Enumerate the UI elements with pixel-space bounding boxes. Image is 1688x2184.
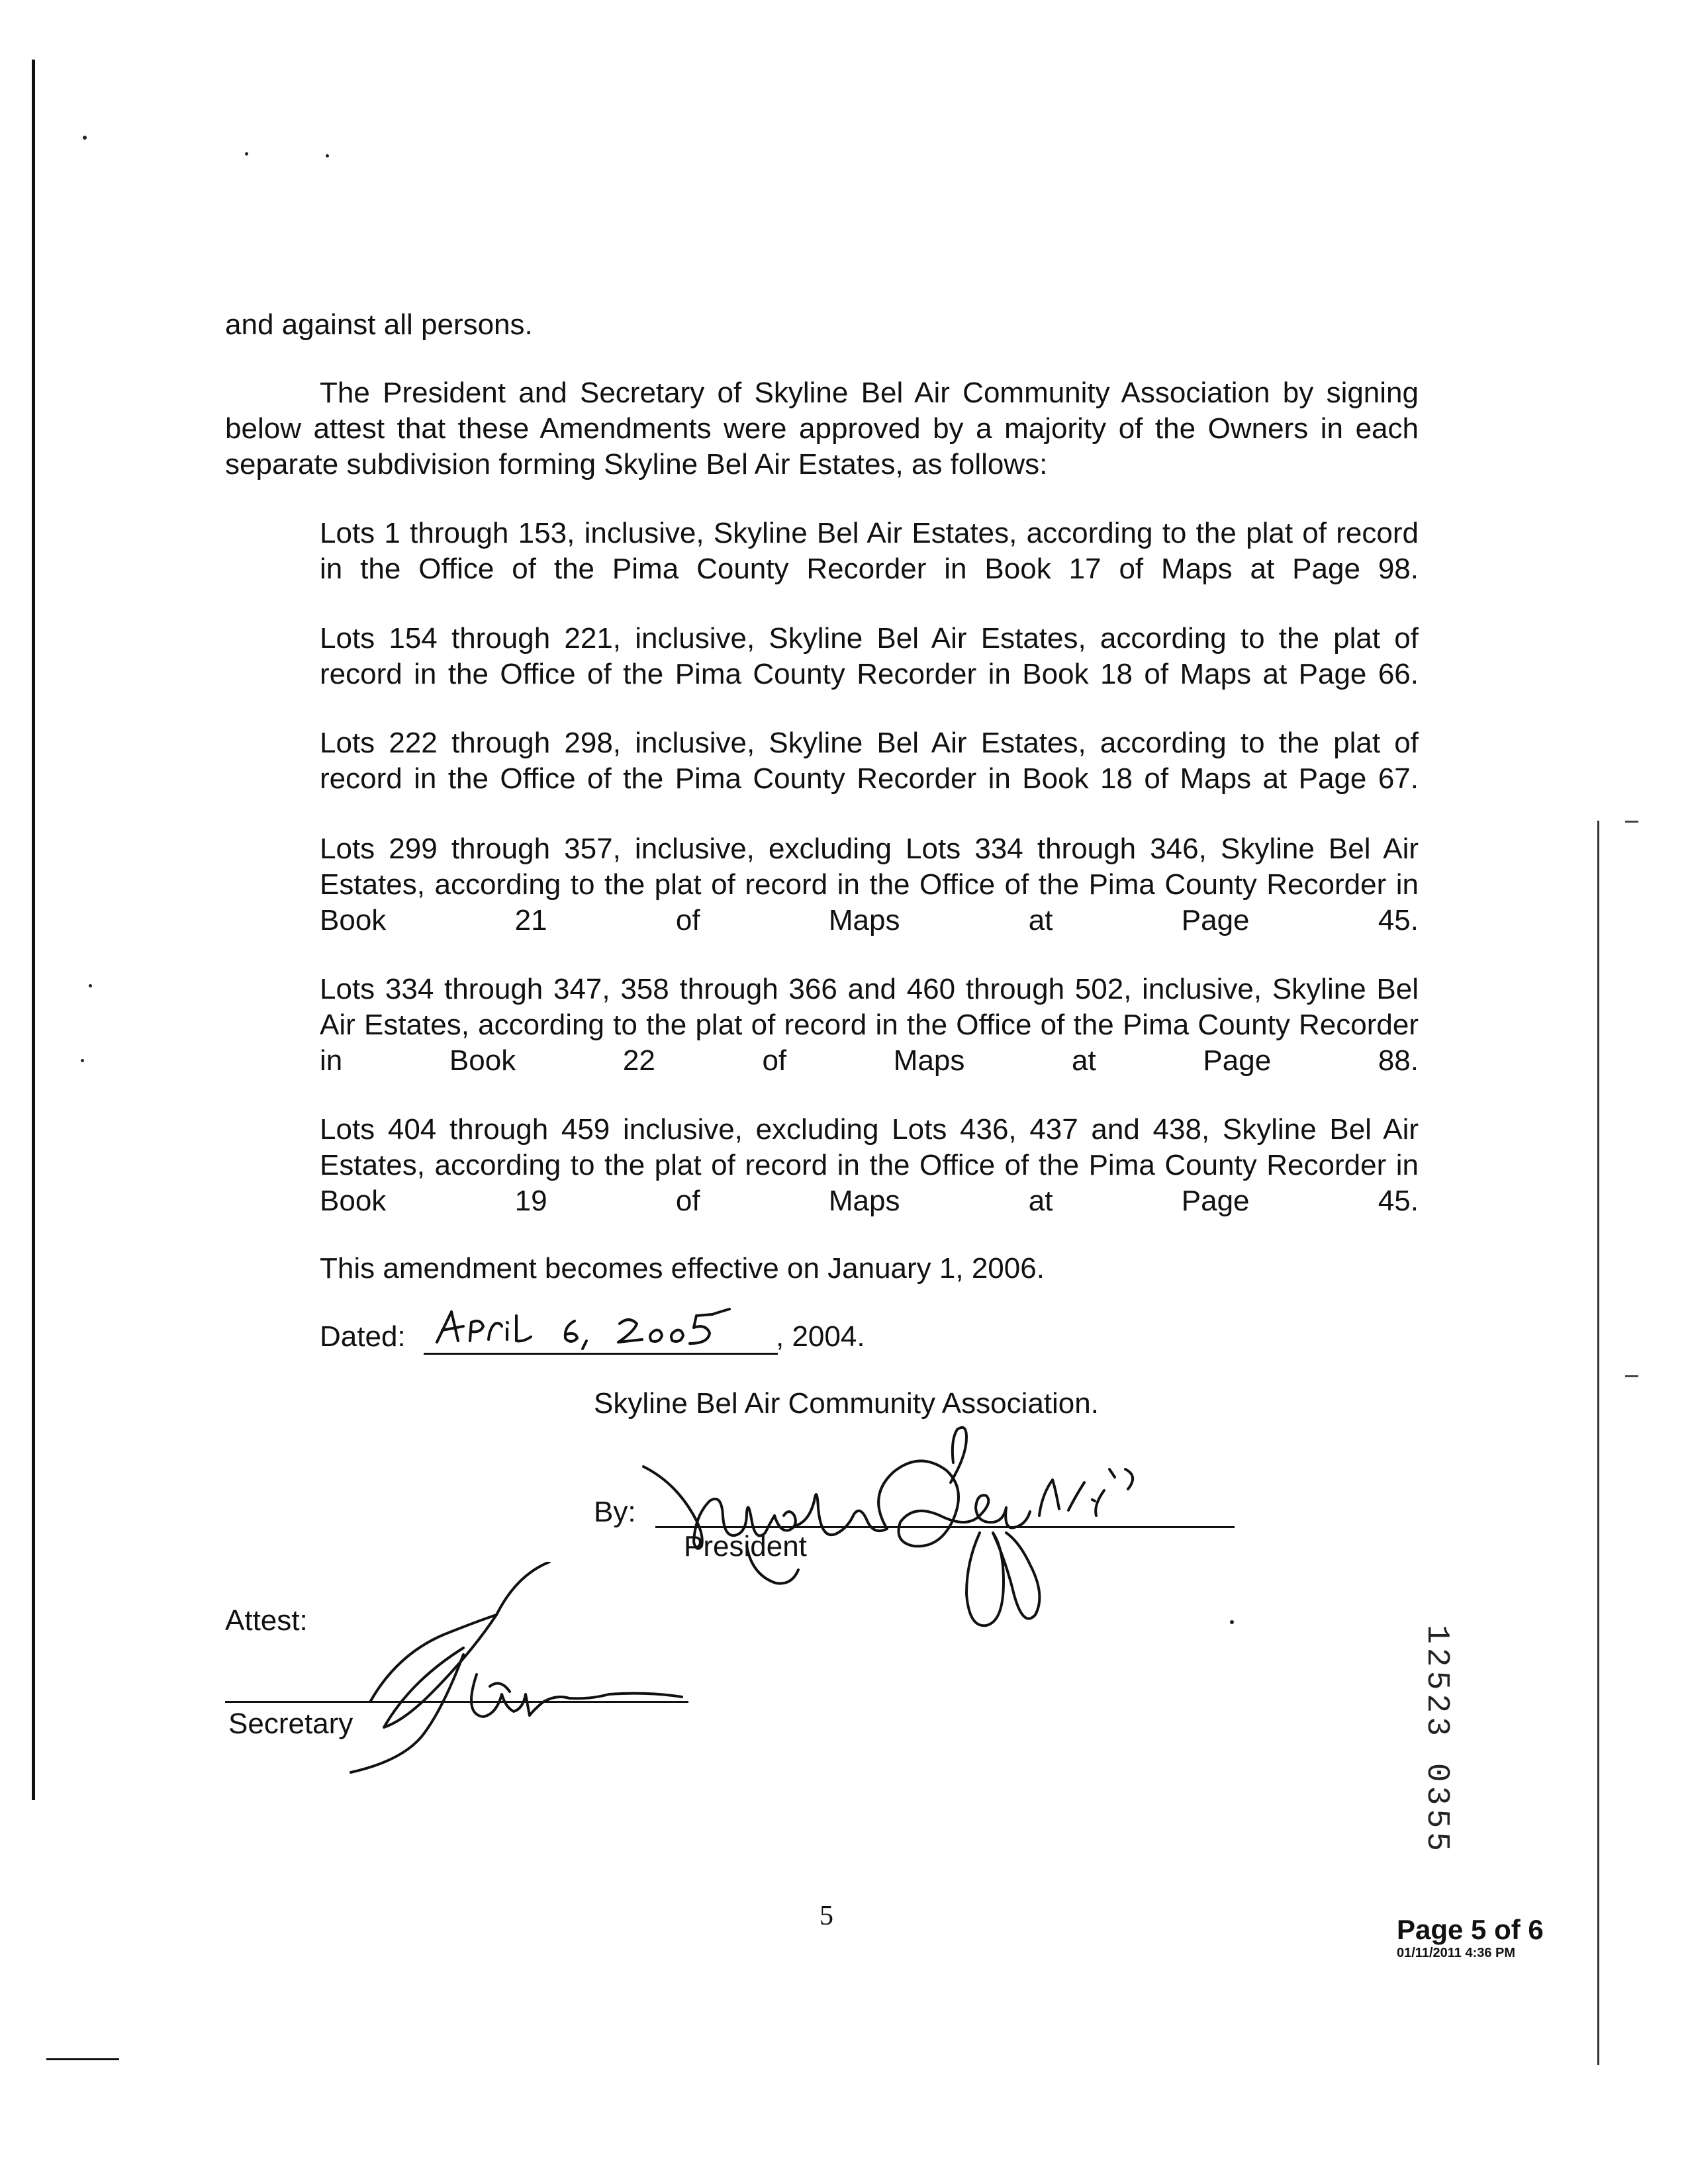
scan-speck xyxy=(1230,1620,1234,1624)
bottom-left-rule xyxy=(46,2058,119,2060)
lots-paragraph-2: Lots 154 through 221, inclusive, Skyline Bel Air Estates, according to the plat of record in the Office of the Pima County Recorder in Book 18 of Maps at Page 66. xyxy=(320,622,1419,690)
president-label: President xyxy=(684,1530,807,1563)
president-signature xyxy=(635,1416,1139,1641)
secretary-label: Secretary xyxy=(228,1707,353,1740)
lots-paragraph-6: Lots 404 through 459 inclusive, excluding Lots 436, 437 and 438, Skyline Bel Air Estates, according to the plat of record in the Office of the Pima County Recorder in Book 19 of Maps at Page 45. xyxy=(320,1113,1419,1217)
scan-speck xyxy=(89,984,92,987)
lots-paragraph-3: Lots 222 through 298, inclusive, Skyline Bel Air Estates, according to the plat of record in the Office of the Pima County Recorder in Book 18 of Maps at Page 67. xyxy=(320,727,1419,795)
association-name: Skyline Bel Air Community Association. xyxy=(594,1387,1099,1420)
handwritten-date xyxy=(424,1302,781,1355)
right-edge-line xyxy=(1597,821,1599,2065)
scan-speck xyxy=(83,136,87,140)
dated-year-suffix: , 2004. xyxy=(776,1320,865,1353)
opening-line: and against all persons. xyxy=(225,308,533,341)
left-margin-line xyxy=(32,60,35,1800)
lots-paragraph-1: Lots 1 through 153, inclusive, Skyline Bel Air Estates, according to the plat of record in the Office of the Pima County Recorder in Book 17 of Maps at Page 98. xyxy=(320,517,1419,585)
page-number: 5 xyxy=(820,1901,833,1931)
secretary-signature xyxy=(278,1562,688,1774)
by-label: By: xyxy=(594,1496,636,1528)
dated-label: Dated: xyxy=(320,1320,406,1353)
page-of-count: Page 5 of 6 xyxy=(1397,1914,1544,1945)
lots-paragraph-4: Lots 299 through 357, inclusive, excluding Lots 334 through 346, Skyline Bel Air Estates, according to the plat of record in the Office of the Pima County Recorder in Book 21 of Maps at Page 45. xyxy=(320,833,1419,936)
lots-paragraph-5: Lots 334 through 347, 358 through 366 and 460 through 502, inclusive, Skyline Bel Air Estates, according to the plat of record in the Office of the Pima County Recorder in Book 22 of Maps at Page 88. xyxy=(320,973,1419,1077)
recording-number: 12523 0355 xyxy=(1419,1625,1454,1856)
scan-speck xyxy=(245,152,248,156)
right-edge-dash xyxy=(1625,821,1638,823)
print-timestamp: 01/11/2011 4:36 PM xyxy=(1397,1946,1516,1960)
right-edge-dash xyxy=(1625,1375,1638,1377)
scan-speck xyxy=(326,154,329,158)
attest-paragraph: The President and Secretary of Skyline Bel Air Community Association by signing below attest that these Amendments were approved by a majority of the Owners in each separate subdivision forming Skyline Bel Air Estates, as follows: xyxy=(225,377,1419,480)
attest-label: Attest: xyxy=(225,1604,308,1637)
scan-speck xyxy=(81,1059,84,1062)
effective-statement: This amendment becomes effective on January 1, 2006. xyxy=(320,1252,1045,1285)
